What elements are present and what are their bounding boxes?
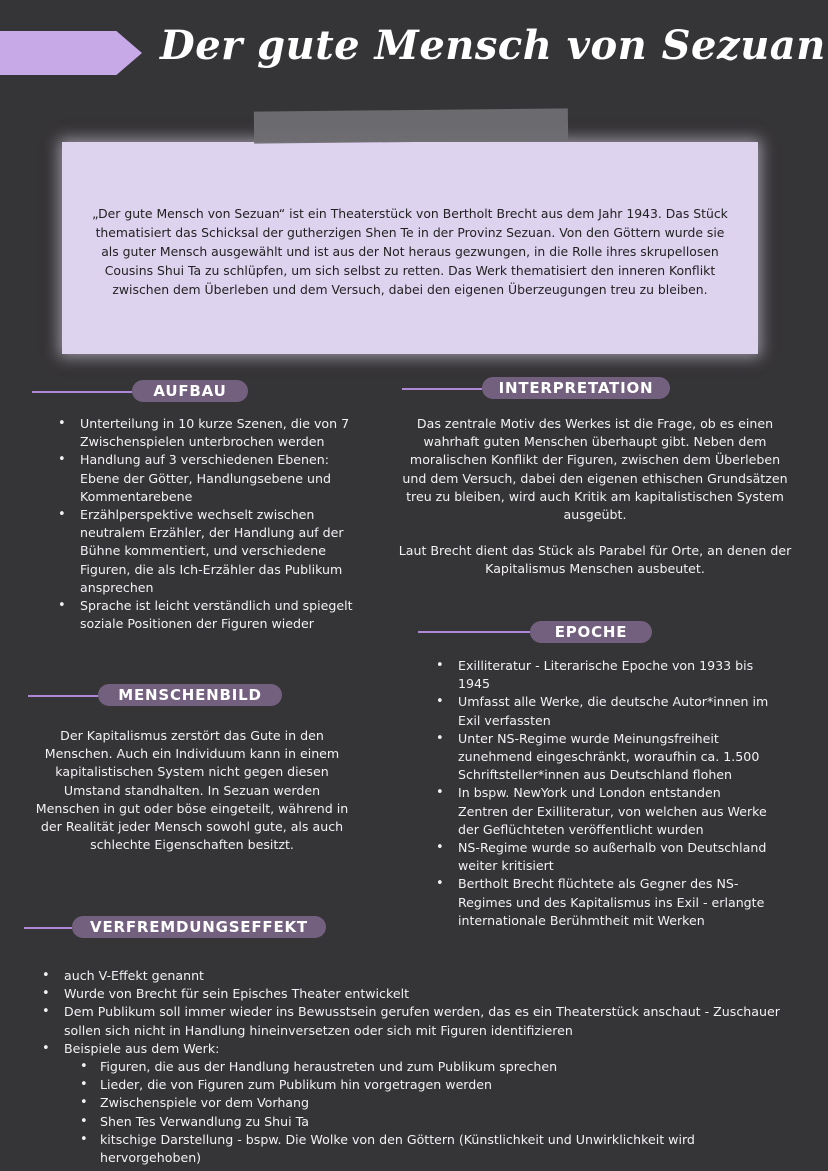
- list-item: • Sprache ist leicht verständlich und spiegelt soziale Positionen der Figuren wieder: [54, 597, 359, 633]
- page-title: Der gute Mensch von Sezuan: [160, 22, 826, 69]
- aufbau-line: [32, 391, 132, 393]
- epoche-list: [432, 657, 772, 930]
- menschenbild-heading: MENSCHENBILD: [98, 684, 282, 706]
- title-arrow-decoration: [0, 31, 142, 75]
- list-item: • Unter NS-Regime wurde Meinungsfreiheit zunehmend eingeschränkt, woraufhin ca. 1.500 Schriftsteller*innen aus Deutschland flohen: [432, 730, 772, 785]
- verfremdung-line: [24, 927, 72, 929]
- list-item: • NS-Regime wurde so außerhalb von Deutschland weiter kritisiert: [432, 839, 772, 875]
- list-item: • Beispiele aus dem Werk:: [38, 1040, 798, 1058]
- list-item: • Erzählperspektive wechselt zwischen neutralem Erzähler, der Handlung auf der Bühne kommentiert, und verschiedene Figuren, die als Ich-Erzähler das Publikum ansprechen: [54, 506, 359, 597]
- list-item: • Shen Tes Verwandlung zu Shui Ta: [76, 1113, 798, 1131]
- list-item: • Exilliteratur - Literarische Epoche von 1933 bis 1945: [432, 657, 772, 693]
- list-item: • Bertholt Brecht flüchtete als Gegner des NS-Regimes und des Kapitalismus ins Exil - erlangte internationale Berühmtheit mit Werken: [432, 875, 772, 930]
- list-item: • Figuren, die aus der Handlung heraustreten und zum Publikum sprechen: [76, 1058, 798, 1076]
- list-item: • kitschige Darstellung - bspw. Die Wolke von den Göttern (Künstlichkeit und Unwirklichkeit wird hervorgehoben): [76, 1131, 798, 1167]
- interpretation-heading: INTERPRETATION: [482, 377, 670, 399]
- aufbau-heading: AUFBAU: [132, 380, 248, 402]
- tape-decoration: [254, 108, 568, 143]
- verfremdung-examples: [76, 1058, 798, 1167]
- intro-text: „Der gute Mensch von Sezuan“ ist ein Theaterstück von Bertholt Brecht aus dem Jahr 1943. Das Stück thematisiert das Schicksal der gutherzigen Shen Te in der Provinz Sezuan. Von den Göttern wurde sie als guter Mensch ausgewählt und ist aus der Not heraus gezwungen, in die Rolle ihres skrupellosen Cousins Shui Ta zu schlüpfen, um sich selbst zu retten. Das Werk thematisiert den inneren Konflikt zwischen dem Überleben und dem Versuch, dabei den eigenen Überzeugungen treu zu bleiben.: [92, 206, 728, 297]
- list-item: • Unterteilung in 10 kurze Szenen, die von 7 Zwischenspielen unterbrochen werden: [54, 415, 359, 451]
- list-item: • Wurde von Brecht für sein Episches Theater entwickelt: [38, 985, 798, 1003]
- menschenbild-text: Der Kapitalismus zerstört das Gute in den Menschen. Auch ein Individuum kann in einem kapitalistischen System nicht gegen diesen Umstand standhalten. In Sezuan werden Menschen in gut oder böse eingeteilt, während in der Realität jeder Mensch sowohl gute, als auch schlechte Eigenschaften besitzt.: [35, 728, 349, 853]
- interpretation-paragraph-1: Das zentrale Motiv des Werkes ist die Frage, ob es einen wahrhaft guten Menschen überhaupt gibt. Neben dem moralischen Konflikt der Figuren, zwischen dem Überleben und dem Versuch, dabei den eigenen ethischen Grundsätzen treu zu bleiben, wird auch Kritik am kapitalistischen System ausgeübt.: [402, 416, 788, 523]
- interpretation-text: [398, 415, 792, 579]
- verfremdung-section: [38, 967, 798, 1167]
- list-item: • Zwischenspiele vor dem Vorhang: [76, 1094, 798, 1112]
- epoche-line: [418, 631, 530, 633]
- epoche-heading: EPOCHE: [530, 621, 652, 643]
- list-item: • Lieder, die von Figuren zum Publikum hin vorgetragen werden: [76, 1076, 798, 1094]
- verfremdung-heading: VERFREMDUNGSEFFEKT: [72, 916, 326, 938]
- interpretation-line: [402, 388, 482, 390]
- menschenbild-line: [28, 695, 98, 697]
- list-item: • auch V-Effekt genannt: [38, 967, 798, 985]
- list-item: • Dem Publikum soll immer wieder ins Bewusstsein gerufen werden, das es ein Theaterstück anschaut - Zuschauer sollen sich nicht in Handlung hineinversetzen oder sich mit Figuren identifizieren: [38, 1003, 798, 1039]
- interpretation-paragraph-2: Laut Brecht dient das Stück als Parabel für Orte, an denen der Kapitalismus Menschen ausbeutet.: [398, 543, 792, 577]
- list-item: • Umfasst alle Werke, die deutsche Autor*innen im Exil verfassten: [432, 693, 772, 729]
- aufbau-list: [54, 415, 359, 633]
- list-item: • Handlung auf 3 verschiedenen Ebenen: Ebene der Götter, Handlungsebene und Kommentarebene: [54, 451, 359, 506]
- verfremdung-list: [38, 967, 798, 1058]
- list-item: • In bspw. NewYork und London entstanden Zentren der Exilliteratur, von welchen aus Werke der Geflüchteten veröffentlicht wurden: [432, 784, 772, 839]
